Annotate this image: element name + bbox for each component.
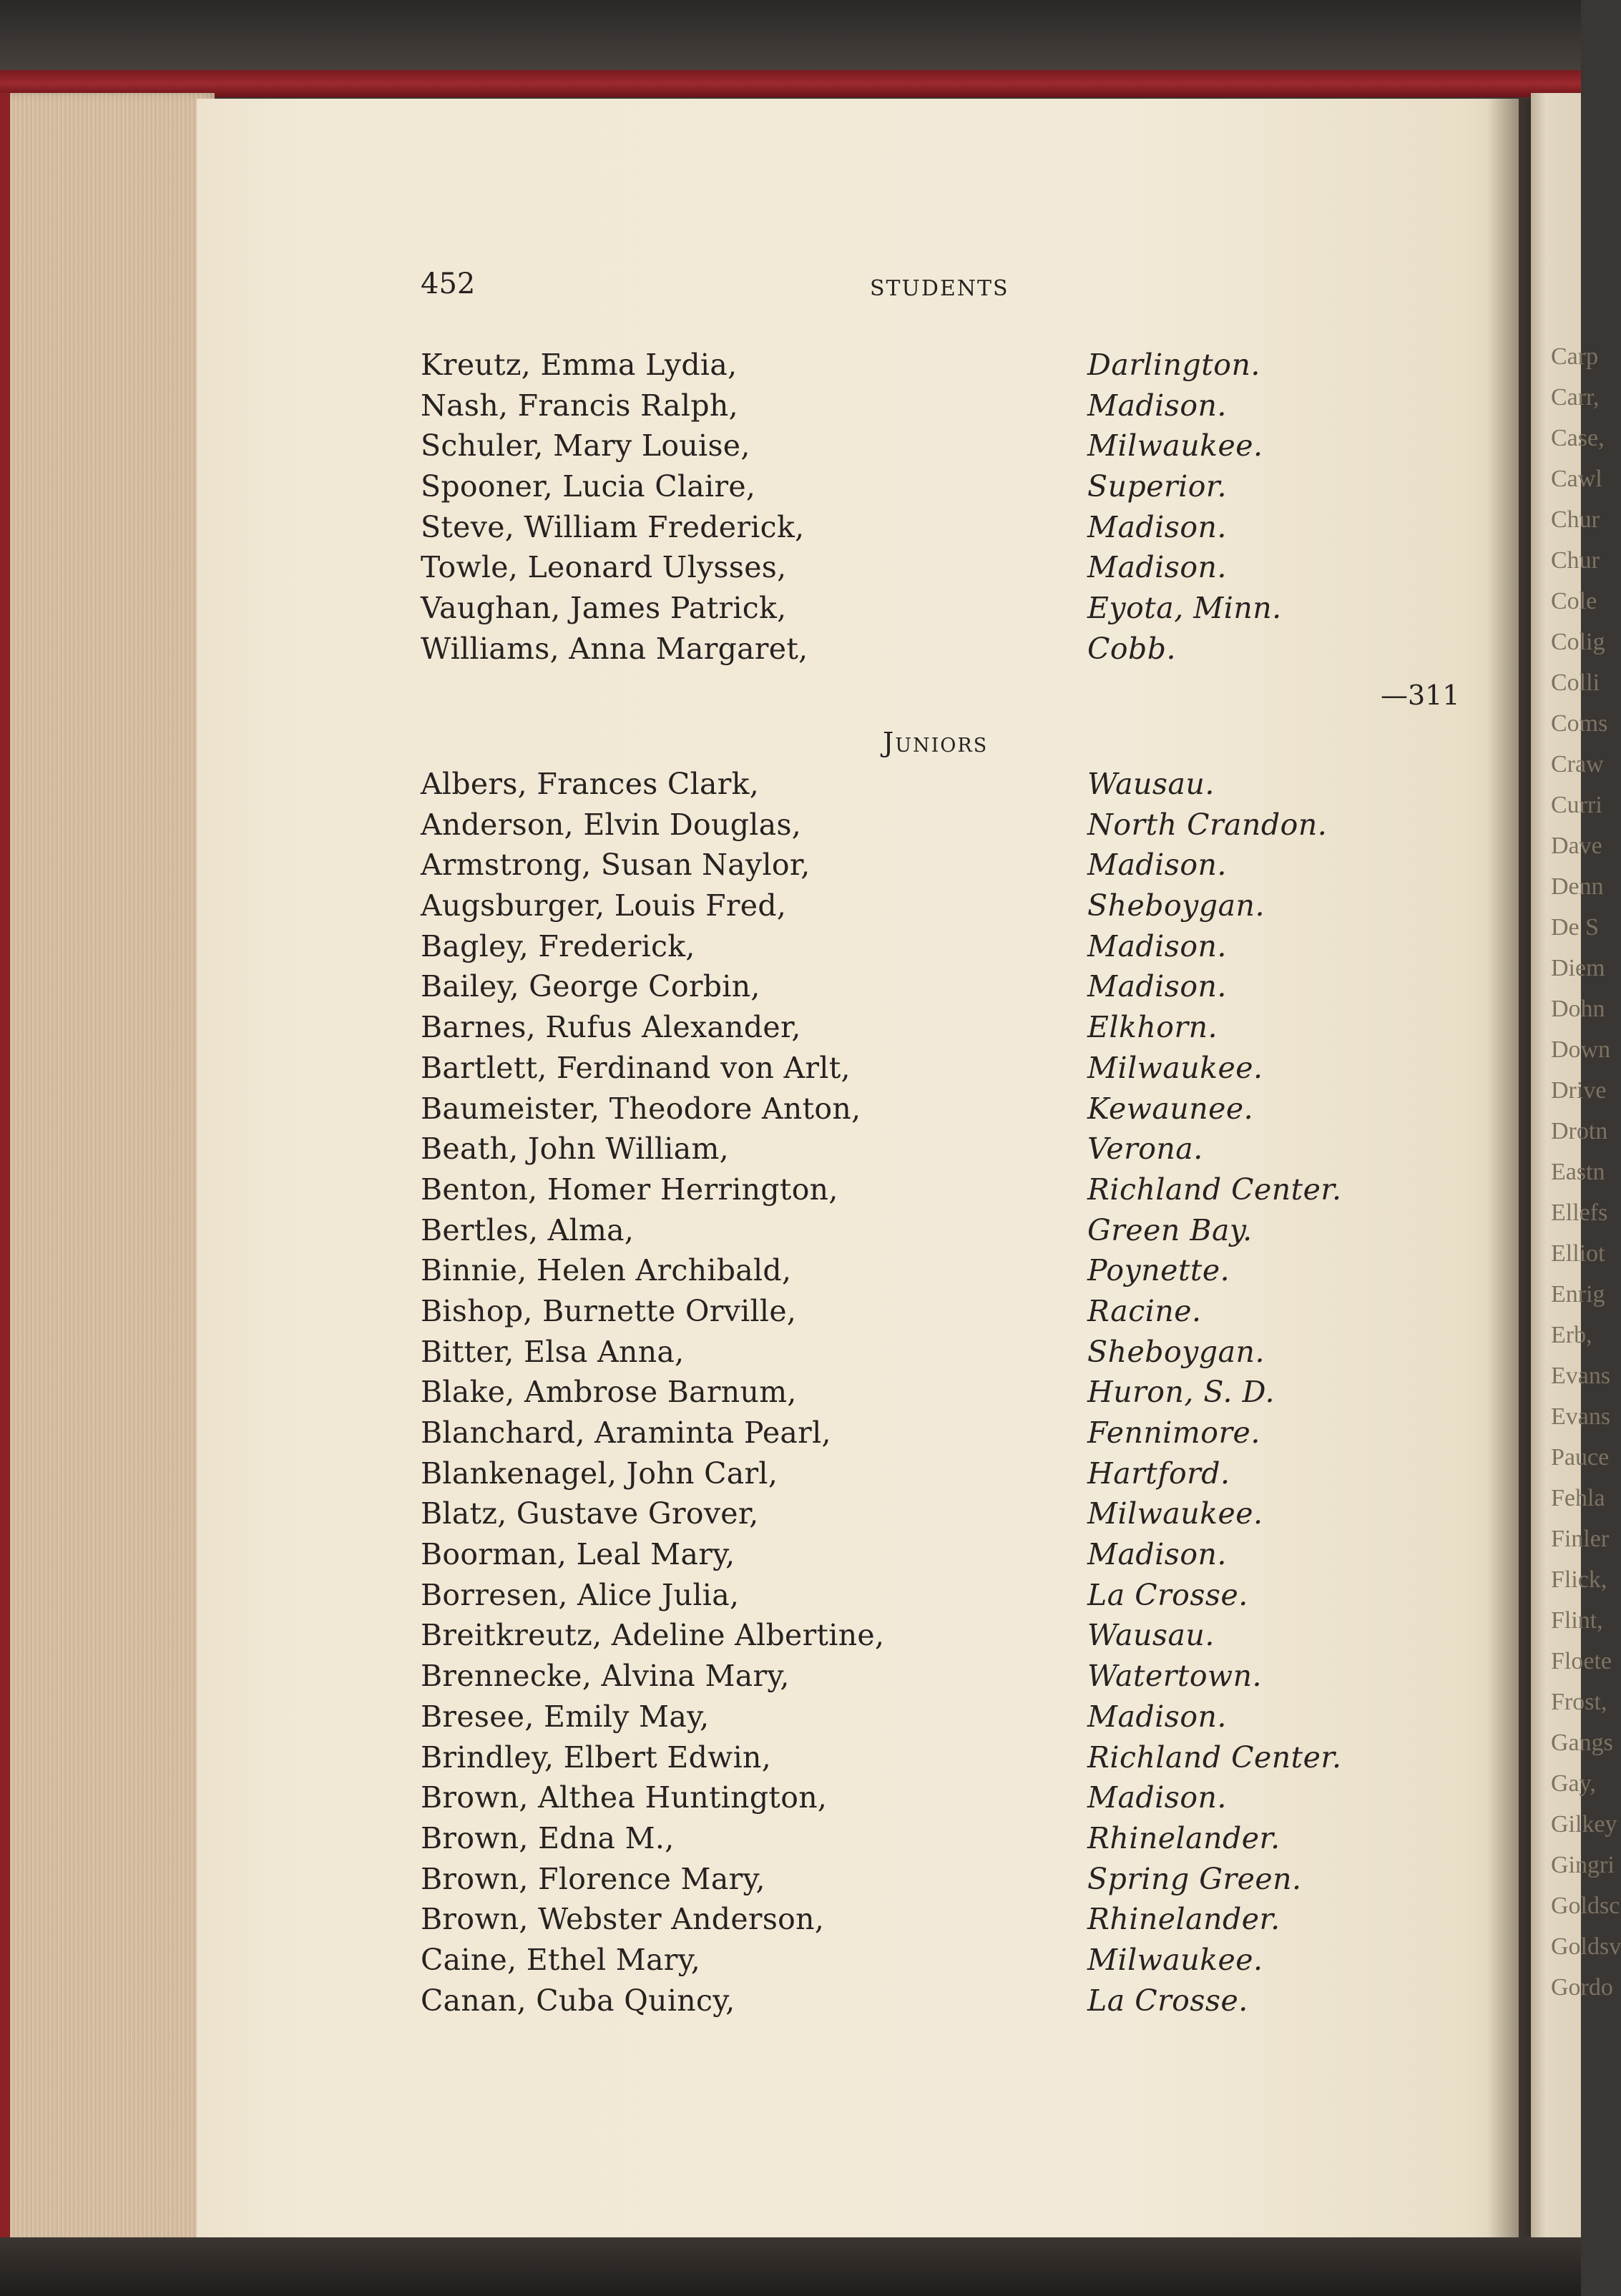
student-hometown: Richland Center. [1087,1740,1342,1775]
student-entry [421,428,1458,469]
student-entry [421,1010,1458,1051]
student-name: Beath, John William, [421,1132,729,1167]
student-entry [421,1740,1458,1781]
student-hometown: Madison. [1087,509,1227,544]
student-entry [421,1051,1458,1091]
student-name: Spooner, Lucia Claire, [421,469,756,504]
facing-page-fragment: Dave [1551,833,1602,859]
student-name: Schuler, Mary Louise, [421,428,750,463]
student-hometown: La Crosse. [1087,1577,1248,1612]
student-name: Baumeister, Theodore Anton, [421,1091,861,1126]
student-entry [421,469,1458,510]
student-entry [421,1416,1458,1456]
facing-page-fragment: Goldsc [1551,1893,1620,1919]
student-entry [421,1862,1458,1903]
facing-page-fragment: Denn [1551,873,1604,900]
facing-page-fragment: De S [1551,914,1600,941]
student-entry [421,1091,1458,1132]
facing-page-fragment: Goldsv [1551,1933,1621,1960]
facing-page-fragment: Carp [1551,343,1599,370]
student-hometown: Madison. [1087,1780,1227,1815]
student-name: Boorman, Leal Mary, [421,1537,735,1572]
student-name: Caine, Ethel Mary, [421,1942,701,1977]
student-entry [421,929,1458,970]
facing-page-fragment: Flint, [1551,1607,1603,1634]
student-entry [421,888,1458,929]
student-hometown: Verona. [1087,1132,1203,1167]
student-name: Brindley, Elbert Edwin, [421,1740,772,1775]
student-name: Binnie, Helen Archibald, [421,1253,792,1288]
facing-page-fragment: Coms [1551,710,1608,737]
student-name: Kreutz, Emma Lydia, [421,348,738,382]
student-hometown: Madison. [1087,550,1227,585]
student-entry [421,1983,1458,2024]
student-name: Bailey, George Corbin, [421,969,760,1004]
student-entry [421,1943,1458,1983]
student-entry [421,1213,1458,1254]
student-hometown: Milwaukee. [1087,428,1263,463]
student-entry [421,1578,1458,1619]
student-hometown: Hartford. [1087,1456,1230,1491]
student-entry [421,808,1458,848]
student-name: Barnes, Rufus Alexander, [421,1010,801,1045]
student-name: Borresen, Alice Julia, [421,1577,740,1612]
student-hometown: La Crosse. [1087,1983,1248,2018]
student-hometown: Wausau. [1087,1618,1215,1653]
student-name: Williams, Anna Margaret, [421,631,808,666]
facing-page-fragment: Flick, [1551,1566,1607,1593]
student-entry [421,348,1458,388]
student-hometown: Superior. [1087,469,1228,504]
student-entry [421,1335,1458,1375]
student-name: Towle, Leonard Ulysses, [421,550,787,585]
student-entry [421,1699,1458,1740]
background-shadow-bottom [0,2237,1581,2296]
seniors-continued-list [421,348,1458,672]
student-name: Armstrong, Susan Naylor, [421,848,810,883]
student-entry [421,1821,1458,1862]
student-hometown: Madison. [1087,1537,1227,1572]
student-hometown: Rhinelander. [1087,1902,1280,1937]
student-entry [421,1294,1458,1335]
student-name: Bagley, Frederick, [421,928,695,963]
student-hometown: Madison. [1087,848,1227,883]
facing-page-fragment: Case, [1551,425,1605,451]
student-name: Augsburger, Louis Fred, [421,888,787,923]
book-cover-red-edge [0,70,1581,97]
student-hometown: Cobb. [1087,631,1177,666]
facing-page-fragment: Diem [1551,955,1605,981]
facing-page-fragment: Craw [1551,751,1604,777]
facing-page-fragment: Carr, [1551,384,1600,411]
student-hometown: Huron, S. D. [1087,1375,1275,1410]
student-hometown: Rhinelander. [1087,1820,1280,1855]
student-name: Blake, Ambrose Barnum, [421,1375,797,1410]
facing-page-fragment: Cawl [1551,466,1602,492]
student-hometown: Madison. [1087,388,1227,423]
student-entry [421,969,1458,1010]
facing-page-fragment: Down [1551,1036,1611,1063]
student-hometown: Spring Green. [1087,1861,1302,1896]
facing-page-fragment: Elliot [1551,1240,1605,1267]
student-name: Blankenagel, John Carl, [421,1456,778,1491]
student-name: Bishop, Burnette Orville, [421,1293,797,1328]
facing-page-fragment: Pauce [1551,1444,1610,1471]
student-name: Benton, Homer Herrington, [421,1172,838,1207]
student-entry [421,388,1458,429]
student-entry [421,550,1458,591]
facing-page-fragment: Frost, [1551,1689,1607,1715]
student-name: Bartlett, Ferdinand von Arlt, [421,1050,851,1085]
student-entry [421,1496,1458,1537]
facing-page-fragment: Enrig [1551,1281,1605,1308]
student-hometown: Madison. [1087,969,1227,1004]
student-hometown: Darlington. [1087,348,1260,382]
student-entry [421,1537,1458,1578]
facing-page-fragment: Evans [1551,1403,1611,1430]
facing-page-fragment: Erb, [1551,1322,1592,1348]
student-hometown: Fennimore. [1087,1416,1260,1450]
facing-page-fragment: Gangs [1551,1730,1613,1756]
student-entry [421,1780,1458,1821]
student-entry [421,1132,1458,1172]
student-name: Vaughan, James Patrick, [421,591,787,626]
student-entry [421,1902,1458,1943]
student-entry [421,510,1458,551]
student-entry [421,591,1458,632]
student-entry [421,1659,1458,1699]
facing-page-fragment: Dohn [1551,996,1605,1022]
facing-page-fragment: Gay, [1551,1770,1596,1797]
student-name: Brennecke, Alvina Mary, [421,1659,790,1694]
student-hometown: North Crandon. [1087,807,1328,842]
facing-page-sliver [1531,93,1621,2246]
facing-page-fragment: Chur [1551,506,1600,533]
student-entry [421,1456,1458,1497]
student-name: Brown, Edna M., [421,1820,675,1855]
student-hometown: Wausau. [1087,767,1215,801]
running-head: STUDENTS [870,276,1009,301]
student-hometown: Milwaukee. [1087,1496,1263,1531]
student-name: Anderson, Elvin Douglas, [421,807,802,842]
juniors-list [421,767,1458,2023]
facing-page-fragment: Finler [1551,1526,1610,1552]
student-name: Blatz, Gustave Grover, [421,1496,759,1531]
book-cover-left-edge [0,93,10,2246]
student-name: Steve, William Frederick, [421,509,805,544]
student-name: Brown, Althea Huntington, [421,1780,828,1815]
facing-page-fragment: Eastn [1551,1159,1605,1185]
student-entry [421,1375,1458,1416]
student-name: Brown, Webster Anderson, [421,1902,825,1937]
student-hometown: Madison. [1087,1699,1227,1734]
student-hometown: Sheboygan. [1087,1334,1265,1369]
facing-page-fragment: Evans [1551,1363,1611,1389]
student-name: Bresee, Emily May, [421,1699,710,1734]
section-tally: —311 [1381,680,1460,711]
student-hometown: Richland Center. [1087,1172,1342,1207]
facing-page-fragment: Chur [1551,547,1600,574]
student-hometown: Sheboygan. [1087,888,1265,923]
facing-page-fragment: Gordo [1551,1974,1613,2001]
student-entry [421,848,1458,888]
student-hometown: Madison. [1087,928,1227,963]
facing-page-fragment: Gingri [1551,1852,1615,1878]
student-hometown: Kewaunee. [1087,1091,1254,1126]
student-hometown: Watertown. [1087,1659,1263,1694]
student-hometown: Green Bay. [1087,1212,1253,1247]
facing-page-fragment: Drive [1551,1077,1607,1104]
student-name: Bitter, Elsa Anna, [421,1334,685,1369]
student-entry [421,1172,1458,1213]
student-hometown: Eyota, Minn. [1087,591,1282,626]
facing-page-fragment: Cole [1551,588,1597,614]
facing-page-fragment: Gilkey [1551,1811,1617,1838]
page-block-edges [0,93,215,2246]
student-hometown: Racine. [1087,1293,1202,1328]
student-name: Brown, Florence Mary, [421,1861,765,1896]
facing-page-fragment: Ellefs [1551,1199,1608,1226]
student-hometown: Milwaukee. [1087,1942,1263,1977]
student-name: Canan, Cuba Quincy, [421,1983,735,2018]
background-shadow-top [0,0,1581,79]
facing-page-fragment: Floete [1551,1648,1612,1674]
student-name: Breitkreutz, Adeline Albertine, [421,1618,885,1653]
student-hometown: Elkhorn. [1087,1010,1218,1045]
student-entry [421,632,1458,672]
facing-page-fragment: Curri [1551,792,1602,818]
student-name: Albers, Frances Clark, [421,767,760,801]
student-entry [421,1618,1458,1659]
page-number: 452 [421,268,476,300]
student-name: Blanchard, Araminta Pearl, [421,1416,831,1450]
facing-page-fragment: Colig [1551,629,1605,655]
student-entry [421,1253,1458,1294]
student-hometown: Poynette. [1087,1253,1230,1288]
student-name: Nash, Francis Ralph, [421,388,738,423]
student-entry [421,767,1458,808]
facing-page-fragment: Fehla [1551,1485,1605,1511]
facing-page-fragment: Colli [1551,669,1600,696]
student-hometown: Milwaukee. [1087,1050,1263,1085]
student-name: Bertles, Alma, [421,1212,635,1247]
section-title-juniors: Juniors [883,727,989,758]
facing-page-fragment: Drotn [1551,1118,1608,1144]
